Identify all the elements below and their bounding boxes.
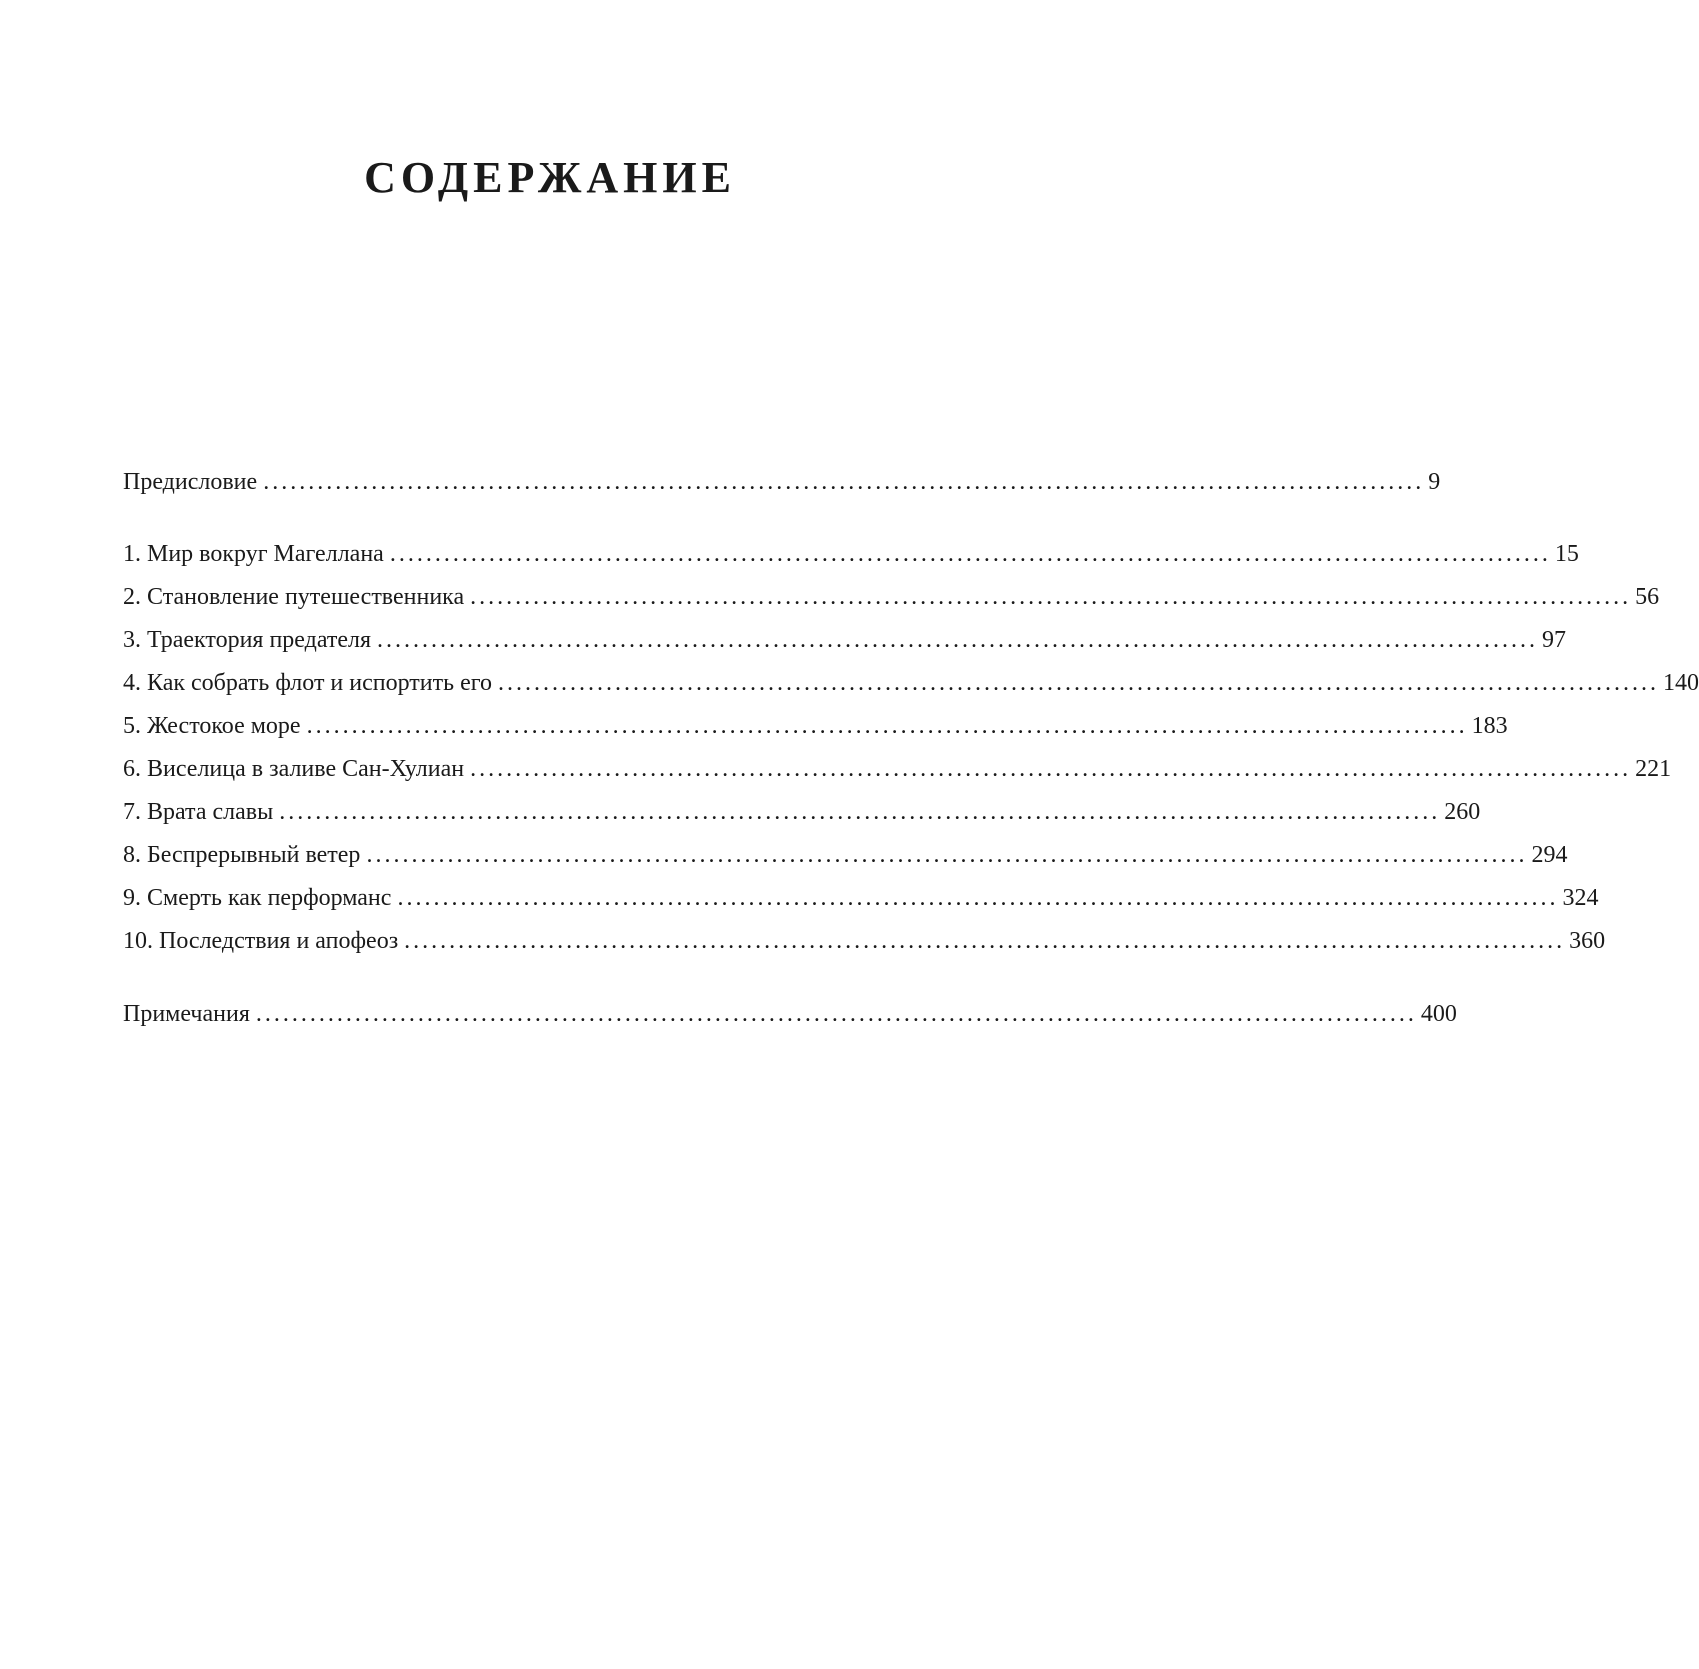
chapter-number: 3. [123, 627, 141, 653]
entry-label: Становление путешественника [147, 584, 465, 610]
toc-entry-notes [123, 996, 1457, 1032]
toc-entry-chapter [123, 665, 1699, 701]
toc-entry-preface [123, 464, 1441, 500]
toc-entry-chapter [123, 837, 1568, 873]
entry-label: Виселица в заливе Сан-Хулиан [147, 756, 465, 782]
dot-leader: ................................................................................................................................. [366, 842, 1528, 868]
chapter-number: 5. [123, 713, 141, 739]
chapter-number: 4. [123, 670, 141, 696]
dot-leader: ................................................................................................................................. [397, 885, 1559, 911]
entry-page-number: 324 [1562, 885, 1599, 911]
toc-entry-chapter [123, 794, 1481, 830]
entry-label: Жестокое море [147, 713, 301, 739]
entry-label: Последствия и апофеоз [159, 928, 399, 954]
entry-page-number: 140 [1662, 670, 1699, 696]
toc-entry-chapter [123, 579, 1660, 615]
entry-label: Как собрать флот и испортить его [147, 670, 492, 696]
chapter-number: 9. [123, 885, 141, 911]
dot-leader: ................................................................................................................................. [279, 799, 1441, 825]
toc-entry-chapter [123, 751, 1672, 787]
entry-page-number: 360 [1569, 928, 1606, 954]
chapter-number: 10. [123, 928, 153, 954]
dot-leader: ................................................................................................................................. [306, 713, 1468, 739]
entry-page-number: 15 [1554, 541, 1579, 567]
entry-label: Беспрерывный ветер [147, 842, 361, 868]
dot-leader: ................................................................................................................................. [497, 670, 1659, 696]
chapter-number: 8. [123, 842, 141, 868]
dot-leader: ................................................................................................................................. [377, 627, 1539, 653]
dot-leader: ................................................................................................................................. [470, 756, 1632, 782]
chapter-number: 1. [123, 541, 141, 567]
entry-label: Мир вокруг Магеллана [147, 541, 384, 567]
chapter-number: 7. [123, 799, 141, 825]
entry-page-number: 260 [1444, 799, 1481, 825]
entry-page-number: 97 [1542, 627, 1567, 653]
entry-label: Примечания [123, 1001, 250, 1027]
entry-label: Траектория предателя [147, 627, 372, 653]
entry-page-number: 294 [1531, 842, 1568, 868]
chapter-number: 6. [123, 756, 141, 782]
chapter-number: 2. [123, 584, 141, 610]
toc-entry-chapter [123, 536, 1579, 572]
entry-label: Предисловие [123, 469, 258, 495]
dot-leader: ................................................................................................................................. [263, 469, 1425, 495]
dot-leader: ................................................................................................................................. [404, 928, 1566, 954]
entry-label: Смерть как перформанс [147, 885, 392, 911]
entry-page-number: 56 [1635, 584, 1660, 610]
page-title: СОДЕРЖАНИЕ [364, 153, 736, 202]
toc-entry-chapter [123, 708, 1508, 744]
dot-leader: ................................................................................................................................. [389, 541, 1551, 567]
dot-leader: ................................................................................................................................. [255, 1001, 1417, 1027]
dot-leader: ................................................................................................................................. [470, 584, 1632, 610]
toc-entry-chapter [123, 622, 1567, 658]
toc-entry-chapter [123, 923, 1606, 959]
entry-page-number: 9 [1428, 469, 1441, 495]
entry-page-number: 183 [1471, 713, 1508, 739]
entry-label: Врата славы [147, 799, 274, 825]
entry-page-number: 221 [1635, 756, 1672, 782]
entry-page-number: 400 [1420, 1001, 1457, 1027]
toc-entry-chapter [123, 880, 1599, 916]
